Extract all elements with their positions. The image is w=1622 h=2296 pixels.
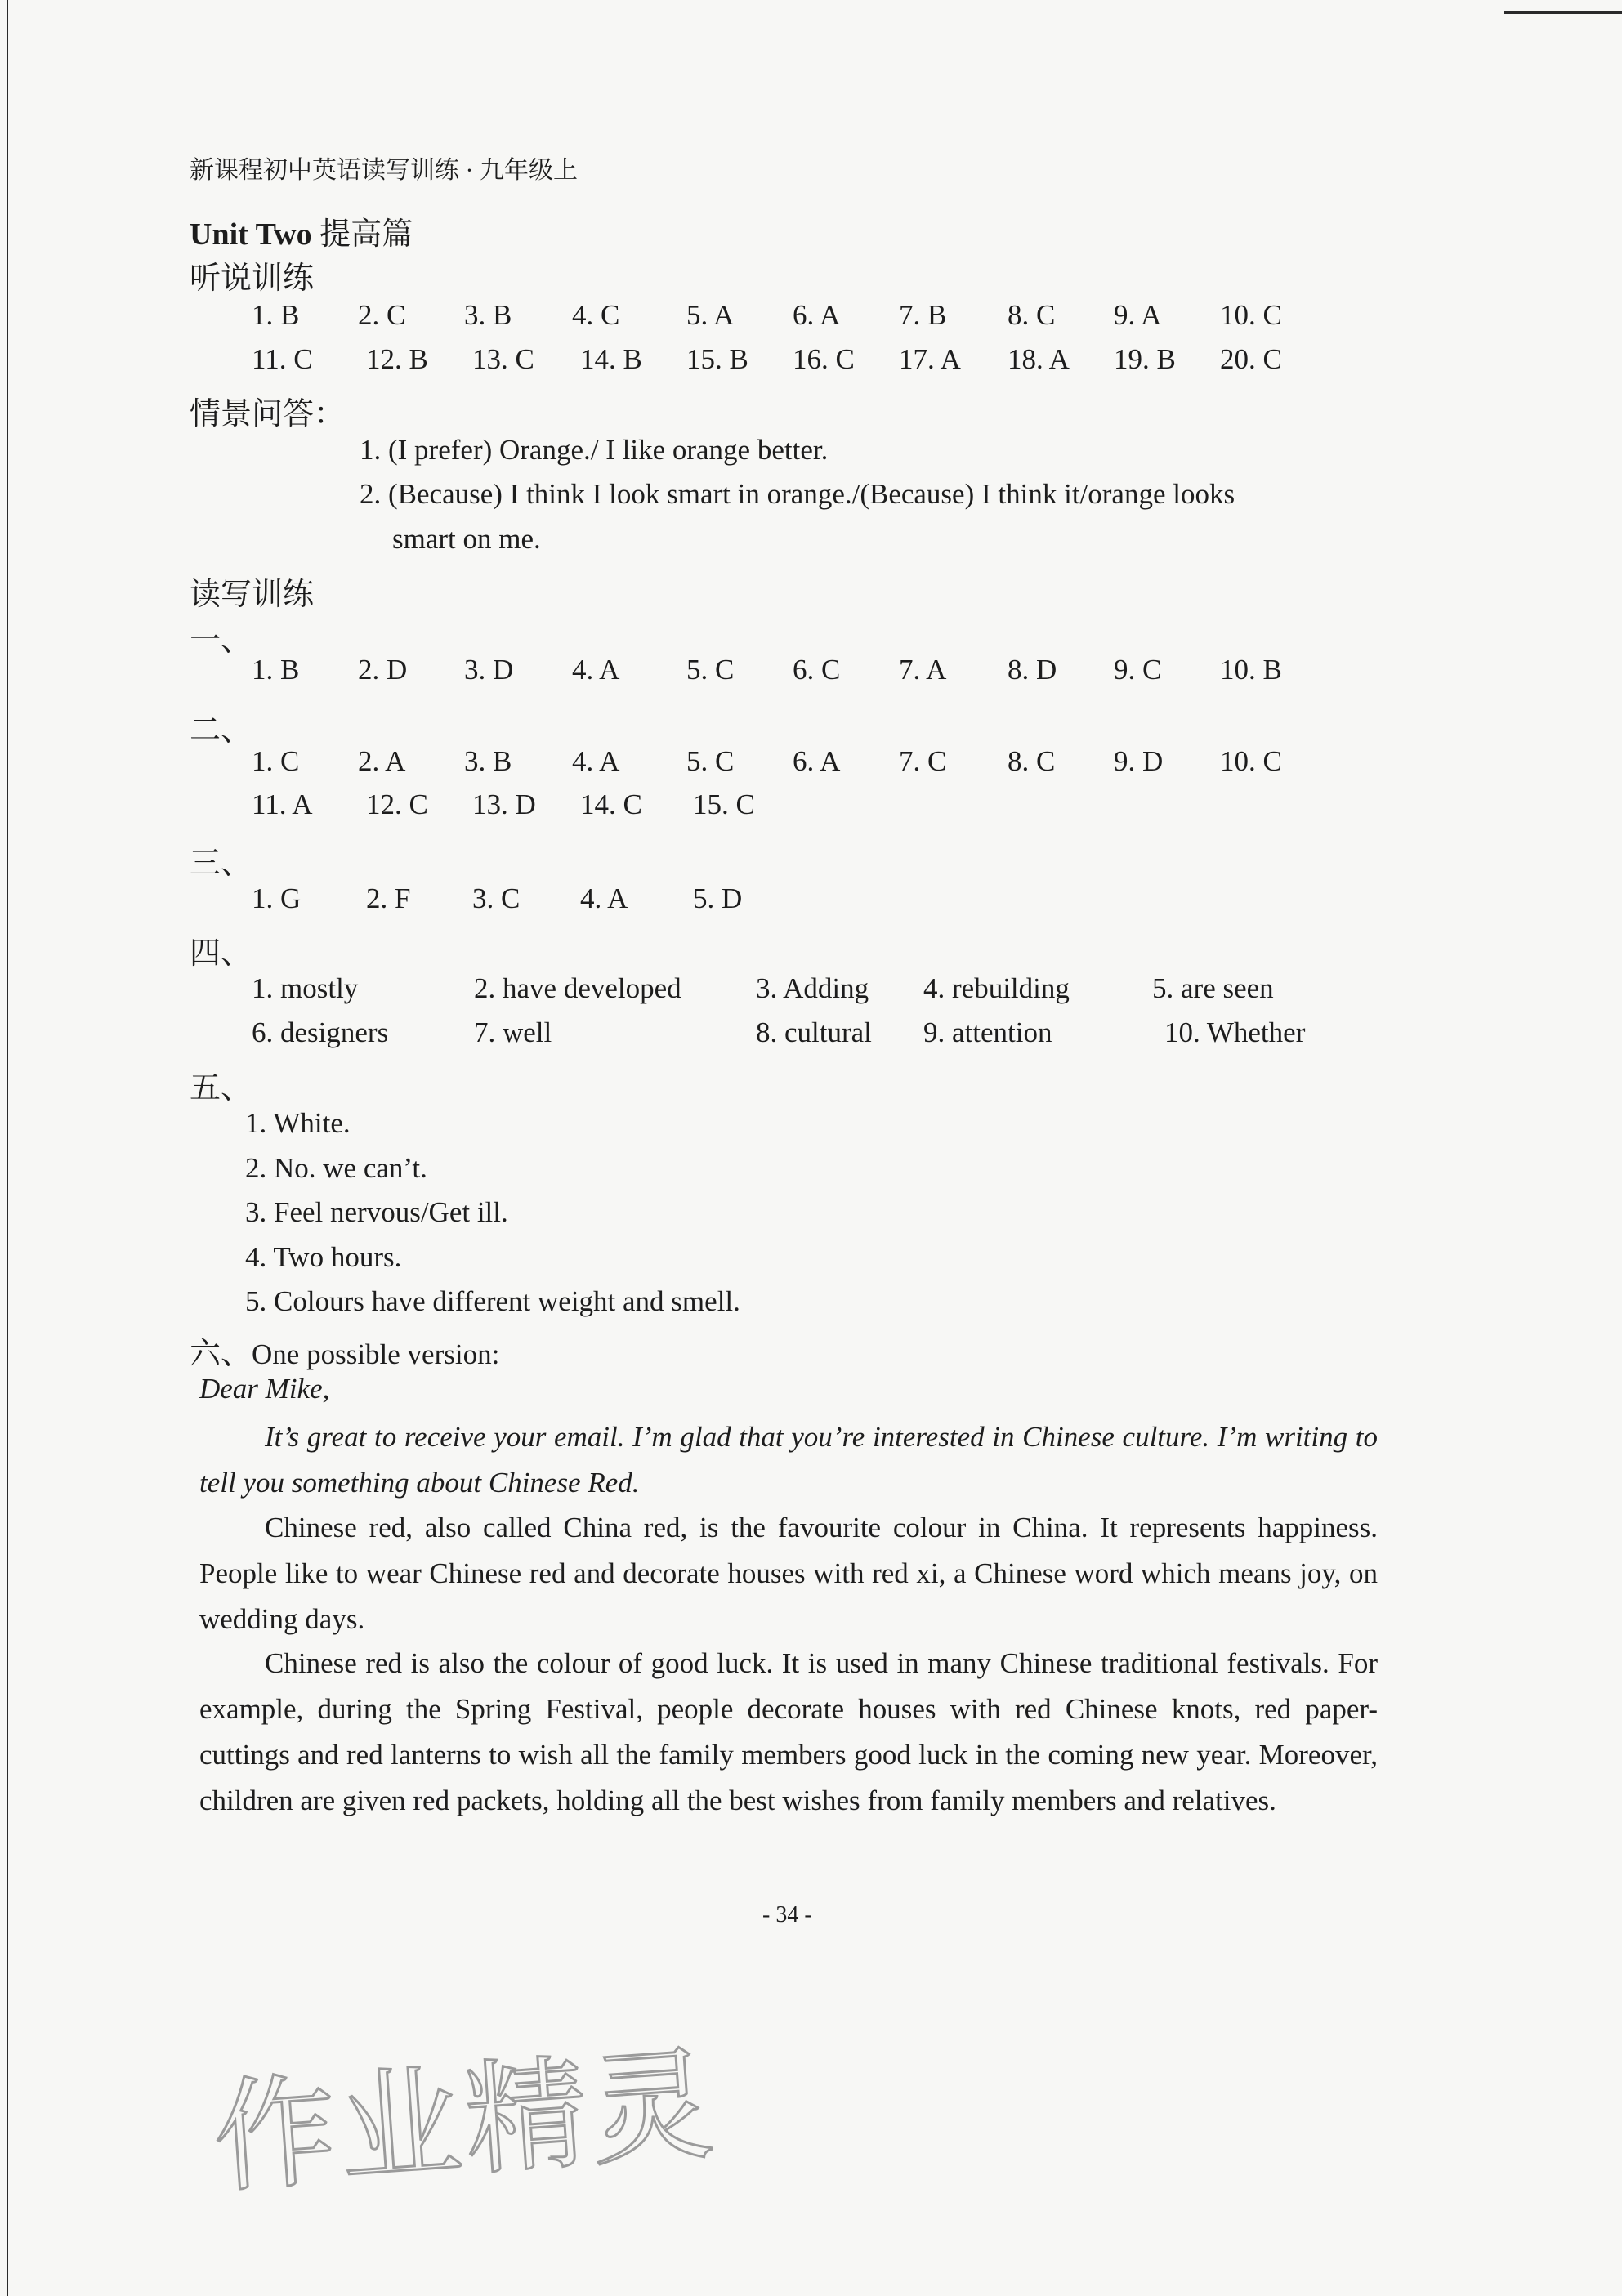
answer-item: 8. C — [1008, 745, 1056, 777]
answer-item: 10. B — [1220, 654, 1282, 686]
unit-title — [190, 208, 413, 253]
page-left-edge — [7, 0, 8, 2296]
answer-item: 4. rebuilding — [923, 972, 1070, 1004]
answer-item: 3. C — [472, 882, 521, 914]
short-answer-item: 3. Feel nervous/Get ill. — [245, 1196, 508, 1228]
letter-paragraph-1: It’s great to receive your email. I’m glad that you’re interested in Chinese culture. I’m writing to tell you something about Chinese Red. — [199, 1421, 1378, 1499]
answer-item: 14. C — [580, 788, 642, 820]
answer-item: 6. C — [793, 654, 841, 686]
short-answer-item: 4. Two hours. — [245, 1240, 402, 1273]
answer-item: 1. mostly — [252, 972, 359, 1004]
answer-item: 2. D — [358, 654, 408, 686]
answer-item: 6. designers — [252, 1016, 389, 1048]
answer-item: 17. A — [899, 343, 961, 375]
situation-answer-2-line-2: smart on me. — [392, 523, 541, 555]
section-6-intro: One possible version: — [252, 1338, 500, 1370]
answer-item: 4. A — [580, 882, 628, 914]
section-1-label: 一、 — [190, 623, 252, 658]
answer-item: 2. C — [358, 299, 406, 331]
page-top-edge — [1504, 11, 1622, 14]
answer-item: 14. B — [580, 343, 642, 375]
answer-item: 13. D — [472, 788, 536, 820]
answer-item: 9. C — [1114, 654, 1162, 686]
letter-greeting: Dear Mike, — [199, 1373, 330, 1405]
answer-item: 12. B — [366, 343, 428, 375]
situation-answer-1: 1. (I prefer) Orange./ I like orange better. — [360, 434, 829, 466]
answer-item: 19. B — [1114, 343, 1176, 375]
answer-item: 10. Whether — [1164, 1016, 1306, 1048]
answer-item: 1. C — [252, 745, 300, 777]
answer-item: 4. C — [572, 299, 620, 331]
answer-item: 7. well — [474, 1016, 552, 1048]
answer-item: 15. B — [686, 343, 748, 375]
answer-item: 11. C — [252, 343, 313, 375]
answer-item: 5. C — [686, 654, 735, 686]
answer-item: 9. A — [1114, 299, 1162, 331]
answer-item: 6. A — [793, 299, 841, 331]
answer-item: 16. C — [793, 343, 855, 375]
unit-level: 提高篇 — [319, 217, 413, 252]
answer-item: 5. C — [686, 745, 735, 777]
short-answer-item: 5. Colours have different weight and smell. — [245, 1285, 740, 1317]
answer-item: 11. A — [252, 788, 313, 820]
listening-title: 听说训练 — [190, 261, 315, 296]
answer-item: 20. C — [1220, 343, 1282, 375]
answer-item: 1. B — [252, 654, 300, 686]
answer-item: 3. B — [464, 745, 512, 777]
answer-item: 7. B — [899, 299, 947, 331]
answer-item: 15. C — [693, 788, 755, 820]
short-answer-item: 1. White. — [245, 1107, 351, 1139]
watermark-logo: 作业精灵 — [208, 2033, 722, 2211]
page-header: 新课程初中英语读写训练 · 九年级上 — [190, 157, 578, 184]
answer-item: 2. A — [358, 745, 406, 777]
section-6-label — [190, 1328, 499, 1373]
answer-item: 7. A — [899, 654, 947, 686]
letter-paragraph-3: Chinese red is also the colour of good luck. It is used in many Chinese traditional festivals. For example, during the Spring Festival, people decorate houses with red Chinese knots, red paper-cuttings and red lanterns to wish all the family members good luck in the coming new year. Moreover, children are given red packets, holding all the best wishes from family members and relatives. — [199, 1647, 1378, 1816]
situation-title: 情景问答： — [190, 397, 346, 431]
short-answer-item: 2. No. we can’t. — [245, 1151, 427, 1184]
page-number: - 34 - — [762, 1902, 812, 1927]
answer-item: 8. cultural — [756, 1016, 872, 1048]
answer-item: 10. C — [1220, 299, 1282, 331]
answer-item: 7. C — [899, 745, 947, 777]
answer-item: 5. D — [693, 882, 743, 914]
answer-item: 8. D — [1008, 654, 1057, 686]
unit-name: Unit Two — [190, 217, 312, 252]
answer-item: 1. B — [252, 299, 300, 331]
letter-paragraph-2: Chinese red, also called China red, is the favourite colour in China. It represents happiness. People like to wear Chinese red and decorate houses with red xi, a Chinese word which means joy, on wedding days. — [199, 1512, 1378, 1635]
section-3-label: 三、 — [190, 846, 252, 881]
answer-item: 9. D — [1114, 745, 1164, 777]
answer-item: 5. A — [686, 299, 735, 331]
answer-item: 5. are seen — [1152, 972, 1274, 1004]
answer-item: 10. C — [1220, 745, 1282, 777]
section-2-label: 二、 — [190, 713, 252, 748]
answer-item: 4. A — [572, 745, 620, 777]
answer-item: 12. C — [366, 788, 428, 820]
answer-item: 8. C — [1008, 299, 1056, 331]
section-4-label: 四、 — [190, 936, 252, 971]
section-6-number: 六、 — [190, 1337, 252, 1371]
answer-item: 3. D — [464, 654, 514, 686]
answer-item: 3. Adding — [756, 972, 869, 1004]
answer-item: 4. A — [572, 654, 620, 686]
answer-item: 1. G — [252, 882, 302, 914]
answer-item: 9. attention — [923, 1016, 1052, 1048]
section-5-label: 五、 — [190, 1071, 252, 1106]
answer-item: 2. F — [366, 882, 411, 914]
answer-item: 2. have developed — [474, 972, 681, 1004]
answer-item: 3. B — [464, 299, 512, 331]
situation-answer-2-line-1: 2. (Because) I think I look smart in orange./(Because) I think it/orange looks — [360, 478, 1235, 510]
reading-title: 读写训练 — [190, 578, 315, 612]
answer-item: 18. A — [1008, 343, 1070, 375]
answer-item: 13. C — [472, 343, 534, 375]
answer-item: 6. A — [793, 745, 841, 777]
